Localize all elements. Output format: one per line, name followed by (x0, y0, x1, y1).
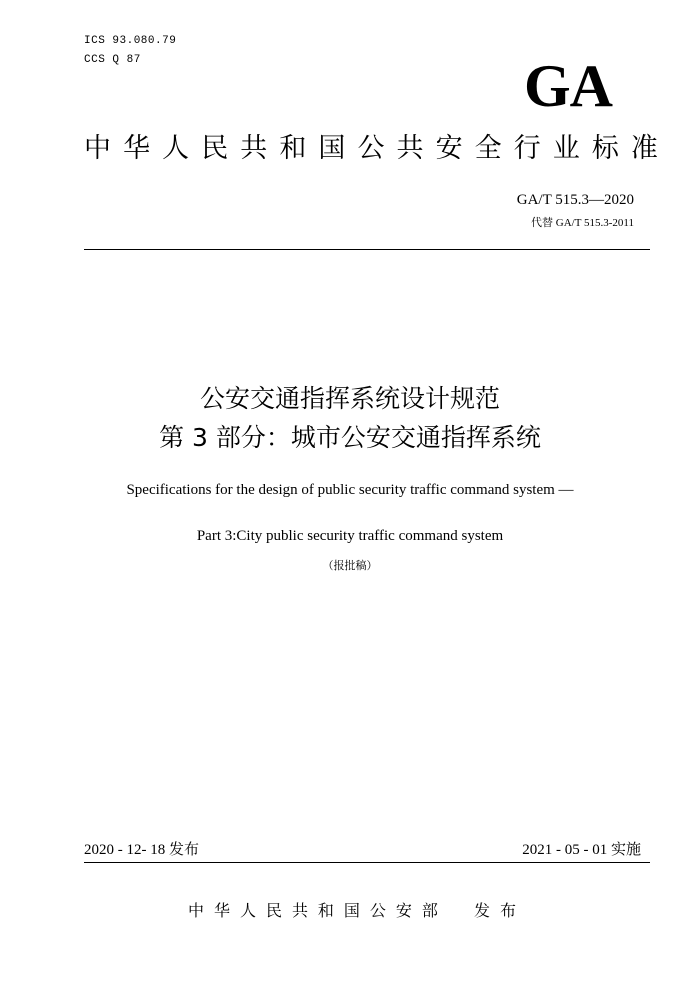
category-char: 中 (84, 133, 111, 164)
issue-char: 布 (499, 901, 516, 920)
issue-char: 发 (474, 901, 491, 920)
ccs-code: CCS Q 87 (84, 54, 141, 66)
category-char: 安 (435, 133, 463, 164)
ics-code: ICS 93.080.79 (84, 35, 177, 47)
issue-label (474, 903, 516, 919)
issuer-char: 和 (317, 901, 334, 920)
issuer-char: 华 (213, 901, 230, 920)
category-char: 民 (201, 133, 229, 164)
issuer-char: 公 (369, 901, 386, 920)
category-char: 和 (279, 133, 307, 164)
issuer-char: 安 (395, 901, 412, 920)
title-zh-main: 公安交通指挥系统设计规范 (199, 384, 500, 413)
top-divider (84, 249, 650, 250)
ga-logo: GA (524, 53, 612, 119)
draft-stage-label: （报批稿） (322, 560, 378, 572)
issue-date: 2020 - 12- 18 发布 (84, 842, 199, 858)
category-char: 华 (123, 133, 151, 164)
category-char: 人 (162, 133, 190, 164)
category-char: 准 (630, 133, 658, 164)
title-en-main: Specifications for the design of public security traffic command system — (126, 482, 574, 498)
issuer-char: 共 (291, 901, 308, 920)
issuer-char: 部 (421, 901, 438, 920)
implementation-date: 2021 - 05 - 01 实施 (522, 842, 641, 858)
category-char: 公 (357, 133, 385, 164)
issuer-char: 民 (265, 901, 282, 920)
title-zh-part: 第 3 部分：城市公安交通指挥系统 (159, 423, 541, 452)
standard-category-title (84, 135, 658, 162)
category-char: 行 (513, 133, 541, 164)
replaces-standard: 代替 GA/T 515.3-2011 (531, 217, 634, 229)
category-char: 标 (591, 133, 619, 164)
category-char: 共 (240, 133, 268, 164)
category-char: 全 (474, 133, 502, 164)
bottom-divider (84, 862, 650, 863)
category-char: 业 (552, 133, 580, 164)
category-char: 共 (396, 133, 424, 164)
issuer-char: 中 (188, 901, 205, 920)
issuer-char: 人 (239, 901, 256, 920)
issuer-char: 国 (343, 901, 360, 920)
standard-number: GA/T 515.3—2020 (516, 192, 634, 208)
issuing-authority (188, 903, 438, 919)
category-char: 国 (318, 133, 346, 164)
title-en-part: Part 3:City public security traffic command system (196, 528, 504, 544)
